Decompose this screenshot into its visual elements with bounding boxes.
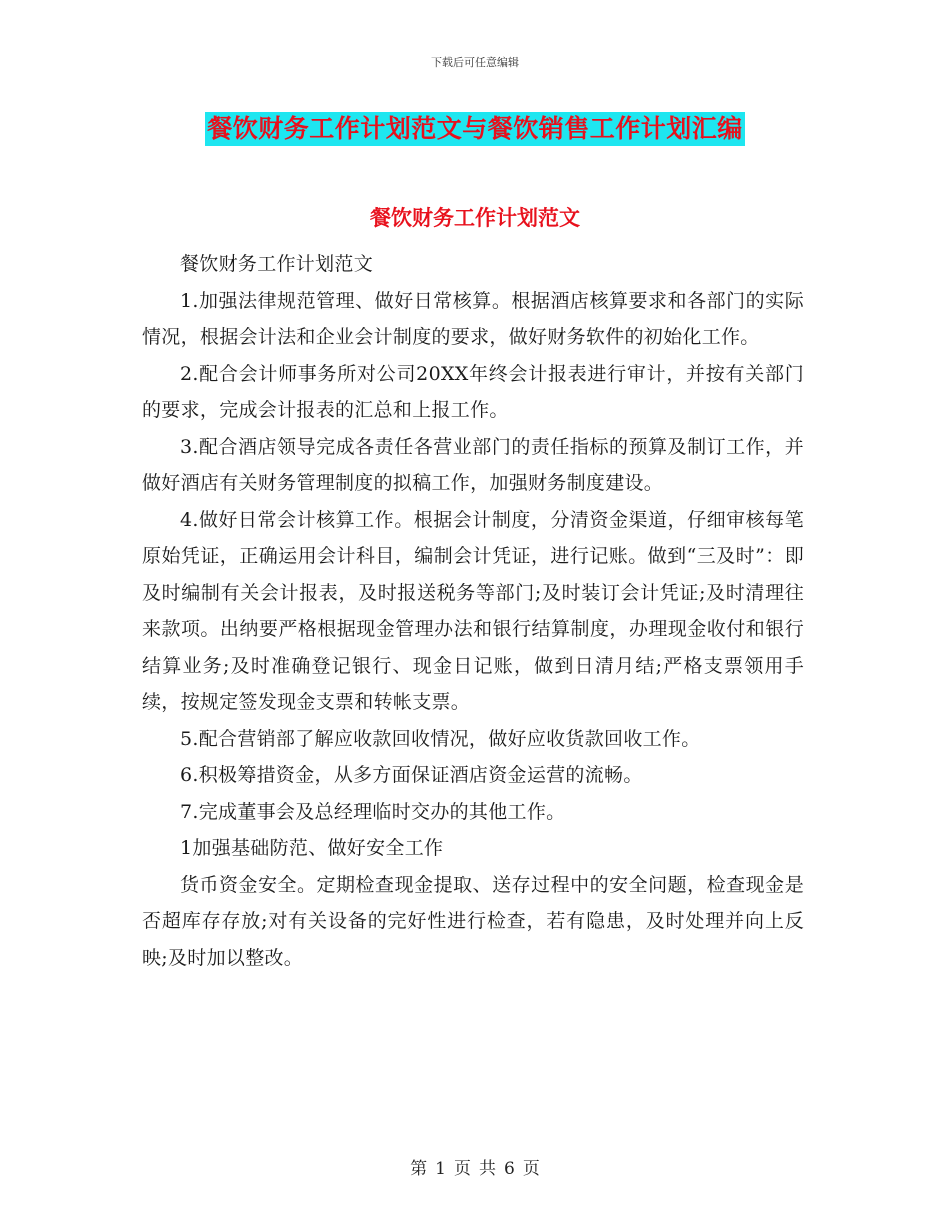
paragraph: 1加强基础防范、做好安全工作 — [180, 837, 444, 859]
paragraph: 餐饮财务工作计划范文 — [180, 253, 374, 275]
footer-total-pages: 6 — [504, 1159, 515, 1179]
main-title: 餐饮财务工作计划范文与餐饮销售工作计划汇编 — [205, 112, 745, 146]
paragraph: 3.配合酒店领导完成各责任各营业部门的责任指标的预算及制订工作，并做好酒店有关财务管理制度的拟稿工作，加强财务制度建设。 — [142, 435, 804, 494]
paragraph: 4.做好日常会计核算工作。根据会计制度，分清资金渠道，仔细审核每笔原始凭证，正确运用会计科目，编制会计凭证，进行记账。做到“三及时”：即及时编制有关会计报表，及时报送税务等部门;及时装订会计凭证;及时清理往来款项。出纳要严格根据现金管理办法和银行结算制度，办理现金收付和银行结算业务;及时准确登记银行、现金日记账，做到日清月结;严格支票领用手续，按规定签发现金支票和转帐支票。 — [142, 508, 804, 713]
paragraph: 5.配合营销部了解应收款回收情况，做好应收货款回收工作。 — [180, 727, 701, 750]
paragraph: 6.积极筹措资金，从多方面保证酒店资金运营的流畅。 — [180, 764, 643, 786]
footer-page-number: 1 — [435, 1159, 446, 1179]
document-body — [142, 246, 804, 976]
paragraph: 2.配合会计师事务所对公司20XX年终会计报表进行审计，并按有关部门的要求，完成会计报表的汇总和上报工作。 — [142, 362, 804, 421]
section-title: 餐饮财务工作计划范文 — [370, 206, 580, 230]
footer-total-prefix: 共 — [479, 1159, 496, 1179]
footer-prefix: 第 — [410, 1159, 428, 1179]
paragraph: 货币资金安全。定期检查现金提取、送存过程中的安全问题，检查现金是否超库存存放;对有关设备的完好性进行检查，若有隐患，及时处理并向上反映;及时加以整改。 — [142, 873, 804, 969]
paragraph: 1.加强法律规范管理、做好日常核算。根据酒店核算要求和各部门的实际情况，根据会计法和企业会计制度的要求，做好财务软件的初始化工作。 — [142, 289, 804, 348]
main-title-container — [0, 112, 950, 146]
page-footer — [0, 1154, 950, 1179]
footer-suffix: 页 — [522, 1159, 540, 1179]
footer-mid: 页 — [454, 1159, 471, 1179]
paragraph: 7.完成董事会及总经理临时交办的其他工作。 — [180, 800, 566, 823]
header-note: 下载后可任意编辑 — [431, 56, 519, 69]
